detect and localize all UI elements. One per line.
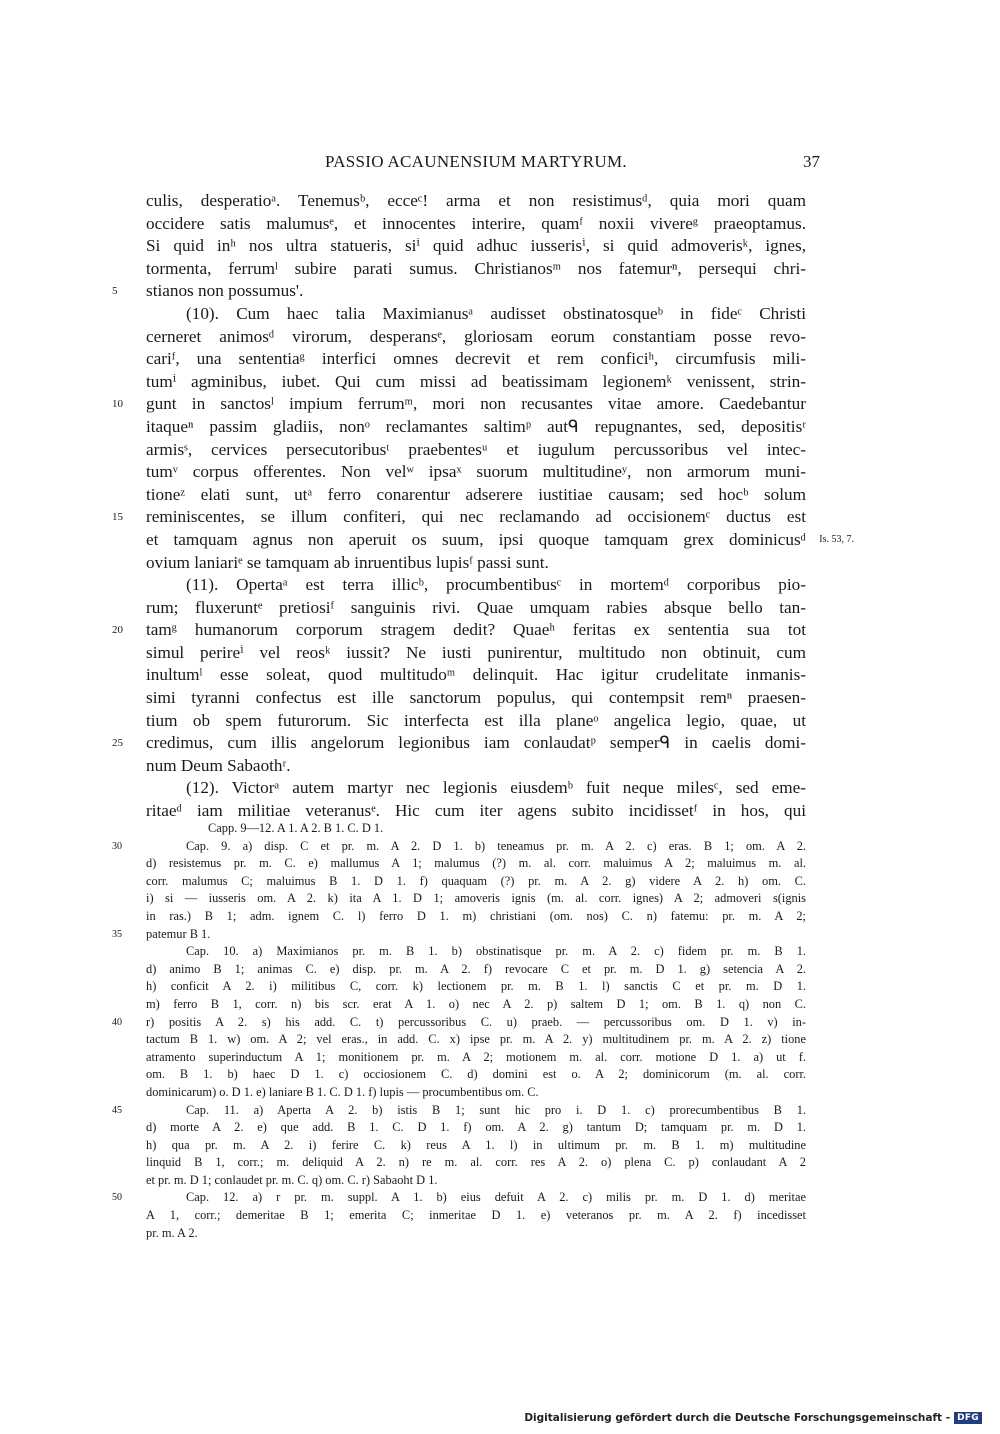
- text-line-content: simul perireⁱ vel reosᵏ iussit? Ne iusti punirentur, multitudo non obtinuit, cum: [146, 642, 806, 662]
- footnote-line-content: d) morte A 2. e) que add. B 1. C. D 1. f) om. A 2. g) tantum D; tamquam pr. m. D 1.: [146, 1120, 806, 1135]
- footnote-line: [112, 1102, 806, 1120]
- text-line-content: num Deum Sabaothʳ.: [146, 755, 291, 775]
- text-line: [146, 664, 806, 687]
- footnote-line-content: corr. malumus C; maluimus B 1. D 1. f) quaquam (?) pr. m. A 2. g) videre A 2. h) om. C.: [146, 873, 806, 888]
- footnote-line: [112, 926, 806, 944]
- text-line: [146, 348, 806, 371]
- footnote-line-content: pr. m. A 2.: [146, 1225, 198, 1240]
- text-line: [146, 552, 806, 575]
- text-line-content: occidere satis malumusᵉ, et innocentes interire, quamᶠ noxii vivereᵍ praeoptamus.: [146, 213, 806, 233]
- footnote-line-content: h) conficit A 2. i) militibus C, corr. k) lectionem pr. m. B 1. l) sanctis C et pr. m. D 1.: [146, 979, 806, 994]
- footnote-line-content: A 1, corr.; demeritae B 1; emerita C; inmeritae D 1. e) veteranos pr. m. A 2. f) incedisset: [146, 1208, 806, 1223]
- footnote-line: [112, 838, 806, 856]
- line-number: 5: [112, 285, 118, 298]
- text-line: [112, 732, 806, 755]
- footnote-line-content: om. B 1. b) haec D 1. c) occiosionem C. d) domini est o. A 2; dominicorum (m. al. corr.: [146, 1067, 806, 1082]
- footnote-line: [146, 1049, 806, 1067]
- line-number: 45: [112, 1104, 122, 1116]
- text-line: [146, 710, 806, 733]
- margin-reference: Is. 53, 7.: [819, 533, 854, 545]
- footnote-line: [146, 1066, 806, 1084]
- footnote-line: [112, 1014, 806, 1032]
- line-number: 25: [112, 737, 123, 750]
- text-line: [146, 642, 806, 665]
- text-line-content: tumᵛ corpus offerentes. Non velʷ ipsaˣ suorum multitudineʸ, non armorum muni-: [146, 462, 806, 482]
- text-line: [146, 416, 806, 439]
- footnote-line-content: linquid B 1, corr.; m. deliquid A 2. n) re m. al. corr. res A 2. o) plena C. p) conlaudant A 2: [146, 1155, 806, 1170]
- line-number: 10: [112, 398, 123, 411]
- text-line: [146, 439, 806, 462]
- footnote-line-content: Capp. 9—12. A 1. A 2. B 1. C. D 1.: [208, 821, 384, 835]
- line-number: 35: [112, 928, 122, 940]
- text-line: [146, 574, 806, 597]
- text-line-content: ritaeᵈ iam militiae veteranusᵉ. Hic cum iter agens subito incidissetᶠ in hos, qui: [146, 801, 806, 821]
- footnote-line: [146, 873, 806, 891]
- line-number: 30: [112, 840, 122, 852]
- text-line-content: tium ob spem futurorum. Sic interfecta est illa planeᵒ angelica legio, quae, ut: [146, 710, 806, 730]
- text-line: [146, 597, 806, 620]
- footnote-line: [146, 820, 806, 838]
- text-line: [146, 755, 806, 778]
- line-number: 40: [112, 1016, 122, 1028]
- footnote-line-content: i) si — iusseris om. A 2. k) ita A 1. D 1; amoveris ignis (m. al. corr. ignes) A 2; admoveri s(ignis: [146, 891, 806, 906]
- text-line: [146, 303, 806, 326]
- text-line: [146, 213, 806, 236]
- text-line: [146, 326, 806, 349]
- footnote-line: [146, 1225, 806, 1243]
- text-line-content: cerneret animosᵈ virorum, desperansᵉ, gloriosam eorum constantiam posse revo-: [146, 326, 806, 346]
- text-line-content: (11). Opertaᵃ est terra illicᵇ, procumbentibusᶜ in mortemᵈ corporibus pio-: [186, 575, 806, 595]
- text-line: [146, 235, 806, 258]
- footnote-line-content: h) qua pr. m. A 2. i) ferire C. k) reus A 1. l) in ultimum pr. m. B 1. m) multitudine: [146, 1137, 806, 1152]
- text-line: [146, 529, 854, 552]
- line-number: 20: [112, 624, 123, 637]
- text-line: [112, 506, 806, 529]
- digitization-credit: Digitalisierung gefördert durch die Deutsche Forschungsgemeinschaft -: [524, 1412, 951, 1424]
- text-line: [146, 371, 806, 394]
- footnote-line-content: dominicarum) o. D 1. e) laniare B 1. C. D 1. f) lupis — procumbentibus om. C.: [146, 1084, 539, 1099]
- footnote-line: [146, 1119, 806, 1137]
- footnote-line-content: d) animo B 1; animas C. e) disp. pr. m. A 2. f) revocare C et pr. m. D 1. g) setencia A 2.: [146, 961, 806, 976]
- text-line: [146, 687, 806, 710]
- text-line-content: tumⁱ agminibus, iubet. Qui cum missi ad beatissimam legionemᵏ venissent, strin-: [146, 371, 806, 391]
- footnote-line: [146, 1172, 806, 1190]
- footnote-line: [146, 996, 806, 1014]
- footnote-line-content: Cap. 10. a) Maximianos pr. m. B 1. b) obstinatisque pr. m. A 2. c) fidem pr. m. B 1.: [186, 944, 806, 959]
- footnote-line: [146, 1207, 806, 1225]
- text-line-content: (12). Victorᵃ autem martyr nec legionis eiusdemᵇ fuit neque milesᶜ, sed eme-: [186, 778, 806, 798]
- text-line-content: cariᶠ, una sententiaᵍ interfici omnes decrevit et rem conficiʰ, circumfusis mili-: [146, 349, 806, 369]
- text-line: [146, 777, 806, 800]
- footnote-line: [146, 978, 806, 996]
- text-line: [112, 280, 806, 303]
- text-line-content: ovium laniariᵉ se tamquam ab inruentibus lupisᶠ passi sunt.: [146, 552, 549, 572]
- line-number: 50: [112, 1192, 122, 1204]
- text-line-content: rum; fluxeruntᵉ pretiosiᶠ sanguinis rivi. Quae umquam rabies absque bello tan-: [146, 597, 806, 617]
- footnote-line-content: et pr. m. D 1; conlaudet pr. m. C. q) om. C. r) Sabaoht D 1.: [146, 1172, 438, 1187]
- footnote-line: [146, 961, 806, 979]
- text-line-content: et tamquam agnus non aperuit os suum, ipsi quoque tamquam grex dominicusᵈ: [146, 529, 806, 549]
- footnote-line-content: atramento superinductum A 1; monitionem pr. m. A 2; motionem m. al. corr. motione D 1. a) ut f.: [146, 1049, 806, 1064]
- text-line-content: gunt in sanctosˡ impium ferrumᵐ, mori non recusantes vitae amore. Caedebantur: [146, 394, 806, 414]
- text-line-content: inultumˡ esse soleat, quod multitudoᵐ delinquit. Hac igitur crudelitate inmanis-: [146, 665, 806, 685]
- footnotes: [112, 820, 806, 1242]
- footnote-line: [146, 1031, 806, 1049]
- footnote-line: [146, 943, 806, 961]
- footnote-line-content: patemur B 1.: [146, 926, 211, 941]
- footnote-line: [146, 1154, 806, 1172]
- footnote-line-content: m) ferro B 1, corr. n) bis scr. erat A 1. o) nec A 2. p) saltem D 1; om. B 1. q) non C.: [146, 996, 806, 1011]
- text-line-content: itaqueⁿ passim gladiis, nonᵒ reclamantes saltimᵖ autᑫ repugnantes, sed, depositisʳ: [146, 416, 806, 436]
- text-line: [146, 190, 806, 213]
- text-line: [146, 461, 806, 484]
- footnote-line-content: d) resistemus pr. m. C. e) mallumus A 1; malumus (?) m. al. corr. maluimus A 2; maluimus m. al.: [146, 856, 806, 871]
- footnote-line: [146, 1084, 806, 1102]
- page-number: 37: [803, 152, 820, 171]
- footnote-line-content: Cap. 11. a) Aperta A 2. b) istis B 1; sunt hic pro i. D 1. c) prorecumbentibus B 1.: [186, 1102, 806, 1117]
- footnote-line: [146, 908, 806, 926]
- main-text: [112, 190, 854, 823]
- footnote-line-content: Cap. 9. a) disp. C et pr. m. A 2. D 1. b) teneamus pr. m. A 2. c) eras. B 1; om. A 2.: [186, 838, 806, 853]
- text-line: [146, 258, 806, 281]
- footnote-line: [146, 1137, 806, 1155]
- line-number: 15: [112, 511, 123, 524]
- text-line-content: tormenta, ferrumˡ subire parati sumus. Christianosᵐ nos fatemurⁿ, persequi chri-: [146, 258, 806, 278]
- text-line-content: tamᵍ humanorum corporum stragem dedit? Quaeʰ feritas ex sententia sua tot: [146, 620, 806, 640]
- footnote-line-content: tactum B 1. w) om. A 2; vel eras., in add. C. x) ipse pr. m. A 2. y) multitudinem pr. m. A 2. z) tione: [146, 1032, 806, 1047]
- text-line-content: stianos non possumus'.: [146, 281, 304, 301]
- footnote-line-content: r) positis A 2. s) his add. C. t) percussoribus C. u) praeb. — percussoribus om. D 1. v) in-: [146, 1014, 806, 1029]
- footnote-line-content: Cap. 12. a) r pr. m. suppl. A 1. b) eius defuit A 2. c) milis pr. m. D 1. d) meritae: [186, 1190, 806, 1205]
- text-line-content: credimus, cum illis angelorum legionibus iam conlaudatᵖ semperᑫ in caelis domi-: [146, 733, 806, 753]
- text-line-content: tioneᶻ elati sunt, utᵃ ferro conarentur adserere iustitiae causam; sed hocᵇ solum: [146, 484, 806, 504]
- text-line-content: (10). Cum haec talia Maximianusᵃ audisset obstinatosqueᵇ in fideᶜ Christi: [186, 303, 806, 323]
- running-title: PASSIO ACAUNENSIUM MARTYRUM.: [325, 152, 627, 171]
- text-line: [146, 484, 806, 507]
- page-footer: [524, 1412, 982, 1424]
- text-line-content: reminiscentes, se illum confiteri, qui nec reclamando ad occisionemᶜ ductus est: [146, 507, 806, 527]
- footnote-line: [112, 1189, 806, 1207]
- footnote-line: [146, 855, 806, 873]
- text-line-content: culis, desperatioᵃ. Tenemusᵇ, ecceᶜ! arma et non resistimusᵈ, quia mori quam: [146, 191, 806, 210]
- footnote-line-content: in ras.) B 1; adm. ignem C. l) ferro D 1. m) christiani (om. nos) C. n) fatemu: pr. m. A 2;: [146, 908, 806, 923]
- text-line: [112, 393, 806, 416]
- dfg-logo: DFG: [954, 1412, 982, 1424]
- text-line: [112, 619, 806, 642]
- text-line-content: Si quid inʰ nos ultra statueris, siⁱ quid adhuc iusserisⁱ, si quid admoverisᵏ, ignes,: [146, 236, 806, 256]
- page-header: [146, 152, 820, 176]
- footnote-line: [146, 890, 806, 908]
- text-line-content: simi tyranni confectus est ille sanctorum populus, qui contempsit remⁿ praesen-: [146, 688, 806, 708]
- text-line-content: armisˢ, cervices persecutoribusᵗ praebentesᵘ et iugulum percussoribus vel intec-: [146, 439, 806, 459]
